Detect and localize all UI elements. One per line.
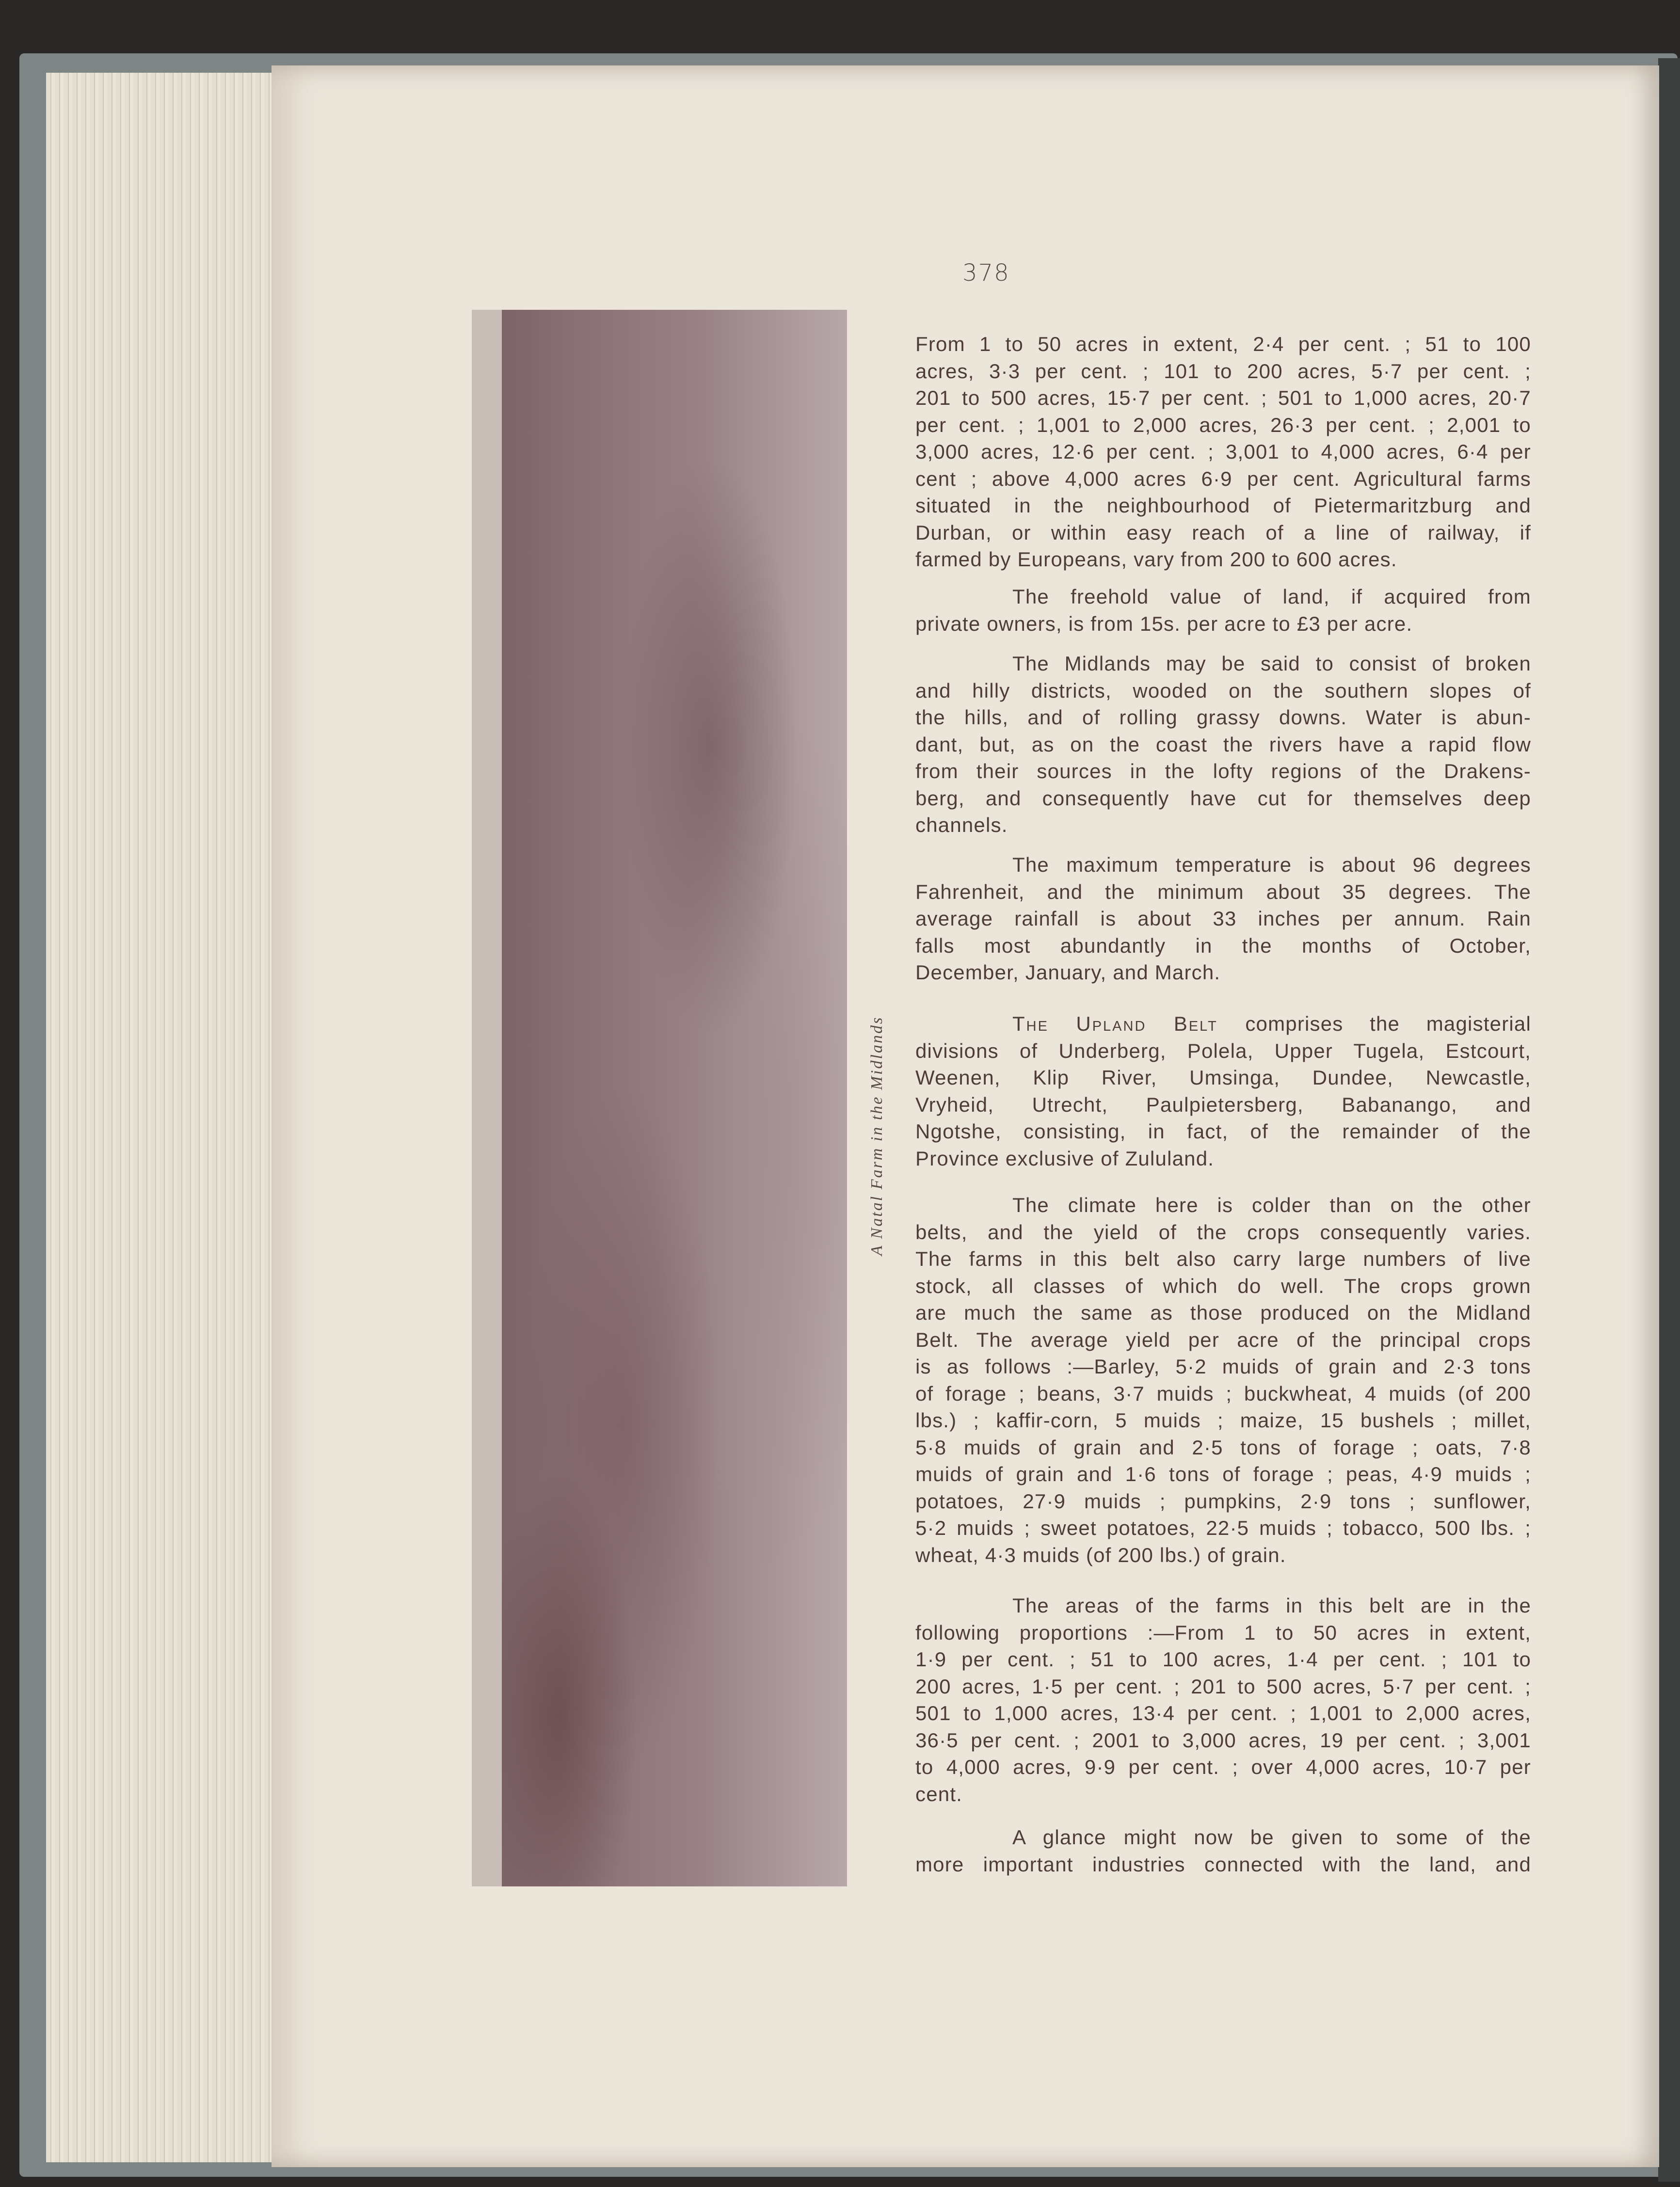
- text-line: The Upland Belt comprises the magisterial: [1012, 1012, 1532, 1035]
- section-lead: The Upland Belt: [1012, 1012, 1246, 1035]
- text-line: following proportions :—From 1 to 50 acres in extent,: [915, 1621, 1531, 1644]
- text-line: the hills, and of rolling grassy downs. Water is abun-: [915, 706, 1531, 729]
- text-line: acres, 3·3 per cent. ; 101 to 200 acres, 5·7 per cent. ;: [915, 359, 1531, 383]
- text-line: private owners, is from 15s. per acre to £3 per acre.: [915, 612, 1413, 635]
- text-line: lbs.) ; kaffir-corn, 5 muids ; maize, 15 bushels ; millet,: [915, 1409, 1531, 1432]
- text-line: Weenen, Klip River, Umsinga, Dundee, Newcastle,: [915, 1066, 1531, 1089]
- paragraph: [915, 650, 1531, 839]
- text-line: Ngotshe, consisting, in fact, of the remainder of the: [915, 1120, 1531, 1143]
- text-line: The areas of the farms in this belt are in the: [1012, 1594, 1531, 1617]
- text-line: 36·5 per cent. ; 2001 to 3,000 acres, 19 per cent. ; 3,001: [915, 1728, 1531, 1752]
- text-line: channels.: [915, 814, 1008, 836]
- text-line: Belt. The average yield per acre of the principal crops: [915, 1328, 1531, 1351]
- text-line: dant, but, as on the coast the rivers have a rapid flow: [915, 733, 1531, 756]
- text-line: Durban, or within easy reach of a line of railway, if: [915, 521, 1531, 544]
- text-line: 3,000 acres, 12·6 per cent. ; 3,001 to 4,000 acres, 6·4 per: [915, 440, 1531, 463]
- text-line: 5·8 muids of grain and 2·5 tons of forage ; oats, 7·8: [915, 1436, 1531, 1459]
- paragraph: [915, 1010, 1531, 1172]
- landscape-photograph: [502, 310, 847, 1886]
- text-line: stock, all classes of which do well. The crops grown: [915, 1274, 1531, 1297]
- text-line: falls most abundantly in the months of October,: [915, 934, 1531, 957]
- book-cover-edge: [1658, 58, 1680, 2182]
- paragraph: [915, 331, 1531, 573]
- text-line: belts, and the yield of the crops consequently varies.: [915, 1220, 1531, 1244]
- text-line: muids of grain and 1·6 tons of forage ; peas, 4·9 muids ;: [915, 1463, 1531, 1485]
- page-edges: [46, 73, 284, 2162]
- text-line: per cent. ; 1,001 to 2,000 acres, 26·3 per cent. ; 2,001 to: [915, 413, 1531, 436]
- text-line: is as follows :—Barley, 5·2 muids of grain and 2·3 tons: [915, 1355, 1531, 1378]
- text-line: 1·9 per cent. ; 51 to 100 acres, 1·4 per cent. ; 101 to: [915, 1648, 1531, 1671]
- text-line: The climate here is colder than on the other: [1012, 1194, 1531, 1216]
- text-line: average rainfall is about 33 inches per annum. Rain: [915, 907, 1531, 930]
- text-line: Fahrenheit, and the minimum about 35 degrees. The: [915, 880, 1531, 903]
- photo-caption: A Natal Farm in the Midlands: [868, 1016, 886, 1256]
- text-line: potatoes, 27·9 muids ; pumpkins, 2·9 tons ; sunflower,: [915, 1489, 1531, 1513]
- text-line: wheat, 4·3 muids (of 200 lbs.) of grain.: [915, 1543, 1286, 1566]
- text-line: The maximum temperature is about 96 degrees: [1012, 853, 1531, 876]
- text-line: farmed by Europeans, vary from 200 to 600 acres.: [915, 548, 1397, 571]
- text-line: cent ; above 4,000 acres 6·9 per cent. Agricultural farms: [915, 467, 1531, 490]
- text-line: more important industries connected with the land, and: [915, 1852, 1531, 1876]
- paragraph: [915, 583, 1531, 637]
- text-line: from their sources in the lofty regions of the Drakens-: [915, 760, 1531, 782]
- text-line: Province exclusive of Zululand.: [915, 1147, 1215, 1170]
- text-line: 501 to 1,000 acres, 13·4 per cent. ; 1,001 to 2,000 acres,: [915, 1702, 1531, 1724]
- text-line: The freehold value of land, if acquired from: [1012, 585, 1531, 608]
- paragraph: [915, 851, 1531, 986]
- text-line: 200 acres, 1·5 per cent. ; 201 to 500 acres, 5·7 per cent. ;: [915, 1675, 1531, 1698]
- text-line: berg, and consequently have cut for themselves deep: [915, 786, 1531, 810]
- text-line: divisions of Underberg, Polela, Upper Tugela, Estcourt,: [915, 1039, 1531, 1062]
- paragraph: [915, 1824, 1531, 1878]
- page-number: 378: [962, 259, 1010, 287]
- text-line: are much the same as those produced on the Midland: [915, 1301, 1531, 1324]
- text-line: The farms in this belt also carry large numbers of live: [915, 1247, 1531, 1270]
- paragraph: [915, 1592, 1531, 1807]
- text-line: cent.: [915, 1782, 963, 1805]
- text-line: Vryheid, Utrecht, Paulpietersberg, Babanango, and: [915, 1093, 1531, 1116]
- text-line: From 1 to 50 acres in extent, 2·4 per cent. ; 51 to 100: [915, 333, 1531, 355]
- text-line: A glance might now be given to some of the: [1012, 1826, 1531, 1849]
- text-line: 201 to 500 acres, 15·7 per cent. ; 501 to 1,000 acres, 20·7: [915, 386, 1531, 409]
- text-line: situated in the neighbourhood of Pietermaritzburg and: [915, 494, 1531, 517]
- paragraph: [915, 1192, 1531, 1568]
- text-line: 5·2 muids ; sweet potatoes, 22·5 muids ; tobacco, 500 lbs. ;: [915, 1517, 1531, 1539]
- text-line: and hilly districts, wooded on the southern slopes of: [915, 679, 1531, 702]
- text-line: The Midlands may be said to consist of broken: [1012, 652, 1531, 675]
- text-line: to 4,000 acres, 9·9 per cent. ; over 4,000 acres, 10·7 per: [915, 1756, 1531, 1778]
- text-line: of forage ; beans, 3·7 muids ; buckwheat, 4 muids (of 200: [915, 1382, 1531, 1405]
- text-line: December, January, and March.: [915, 961, 1221, 984]
